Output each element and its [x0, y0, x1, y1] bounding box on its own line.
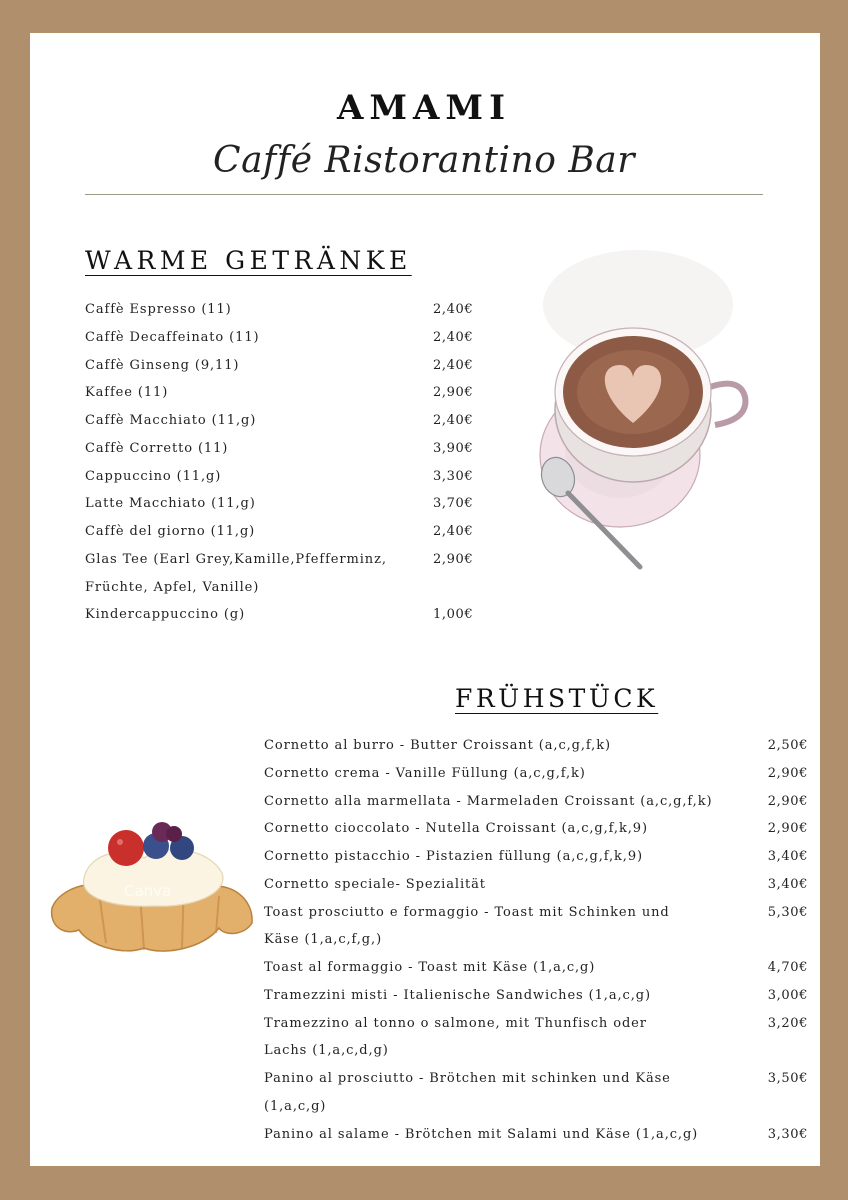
menu-item-price: 3,20€	[767, 1015, 808, 1031]
menu-item-price: 3,90€	[433, 440, 474, 456]
section-heading-warm-drinks: WARME GETRÄNKE	[85, 246, 412, 275]
menu-item-price: 3,40€	[767, 849, 808, 864]
menu-item-name: Cornetto crema - Vanille Füllung (a,c,g,f,k)	[264, 765, 586, 781]
blackberry	[166, 826, 182, 842]
menu-item-name: Cornetto speciale- Spezialität	[264, 876, 486, 892]
menu-item-name: Cornetto cioccolato - Nutella Croissant (a,c,g,f,k,9)	[264, 821, 648, 837]
menu-item-name: Früchte, Apfel, Vanille)	[85, 579, 260, 595]
menu-item-price: 2,50€	[767, 738, 808, 753]
menu-item-name: Cornetto alla marmellata - Marmeladen Croissant (a,c,g,f,k)	[264, 793, 713, 809]
menu-item-name: Caffè Decaffeinato (11)	[85, 329, 260, 345]
menu-item-name: Glas Tee (Earl Grey,Kamille,Pfefferminz,	[85, 551, 387, 567]
section-heading-breakfast: FRÜHSTÜCK	[455, 684, 659, 713]
watermark-text: Canva	[124, 882, 172, 900]
menu-item-price: 2,90€	[767, 793, 808, 809]
coffee-cup-image	[528, 245, 758, 580]
menu-item-price: 1,00€	[433, 607, 474, 623]
restaurant-name: AMAMI	[337, 88, 511, 128]
menu-item-price: 2,40€	[433, 524, 474, 539]
menu-item-name: Tramezzini misti - Italienische Sandwiches (1,a,c,g)	[264, 987, 651, 1003]
menu-item-price: 2,40€	[433, 302, 474, 317]
menu-item-name: Caffè Ginseng (9,11)	[85, 357, 240, 373]
strawberry	[108, 830, 144, 866]
menu-item-price: 2,90€	[433, 385, 474, 401]
menu-item-name: Cappuccino (11,g)	[85, 468, 222, 484]
menu-item-name: Toast prosciutto e formaggio - Toast mit Schinken und	[264, 904, 670, 920]
header-divider	[85, 194, 763, 195]
menu-item-name: Lachs (1,a,c,d,g)	[264, 1043, 389, 1059]
croissant-image	[44, 818, 259, 958]
restaurant-tagline: Caffé Ristorantino Bar	[213, 140, 635, 181]
menu-item-name: Caffè Corretto (11)	[85, 440, 229, 456]
menu-item-name: Cornetto al burro - Butter Croissant (a,c,g,f,k)	[264, 738, 611, 753]
menu-item-name: Panino al prosciutto - Brötchen mit schinken und Käse	[264, 1071, 671, 1086]
menu-item-price: 3,30€	[767, 1126, 808, 1142]
menu-item-name: Toast al formaggio - Toast mit Käse (1,a,c,g)	[264, 960, 596, 975]
menu-item-price: 3,30€	[433, 468, 474, 484]
menu-item-name: Latte Macchiato (11,g)	[85, 496, 256, 512]
menu-item-price: 3,70€	[433, 496, 474, 512]
menu-item-name: Caffè del giorno (11,g)	[85, 524, 256, 539]
menu-item-price: 3,00€	[767, 987, 808, 1003]
menu-item-price: 4,70€	[767, 960, 808, 975]
menu-item-price: 5,30€	[767, 904, 808, 920]
menu-item-name: Cornetto pistacchio - Pistazien füllung (a,c,g,f,k,9)	[264, 849, 643, 864]
menu-item-name: Kindercappuccino (g)	[85, 607, 246, 623]
menu-item-price: 2,40€	[433, 413, 474, 428]
menu-item-name: Käse (1,a,c,f,g,)	[264, 932, 383, 948]
menu-item-name: Kaffee (11)	[85, 385, 169, 401]
menu-item-name: Caffè Espresso (11)	[85, 302, 232, 317]
menu-item-name: Tramezzino al tonno o salmone, mit Thunfisch oder	[264, 1015, 647, 1031]
menu-item-price: 2,40€	[433, 329, 474, 345]
menu-item-price: 3,50€	[767, 1071, 808, 1086]
menu-item-price: 2,90€	[433, 551, 474, 567]
menu-item-name: (1,a,c,g)	[264, 1098, 327, 1114]
menu-item-name: Caffè Macchiato (11,g)	[85, 413, 257, 428]
menu-item-price: 2,40€	[433, 357, 474, 373]
menu-item-price: 3,40€	[767, 876, 808, 892]
menu-item-price: 2,90€	[767, 821, 808, 837]
menu-item-name: Panino al salame - Brötchen mit Salami und Käse (1,a,c,g)	[264, 1126, 699, 1142]
cup-handle	[710, 384, 745, 425]
menu-item-price: 2,90€	[767, 765, 808, 781]
